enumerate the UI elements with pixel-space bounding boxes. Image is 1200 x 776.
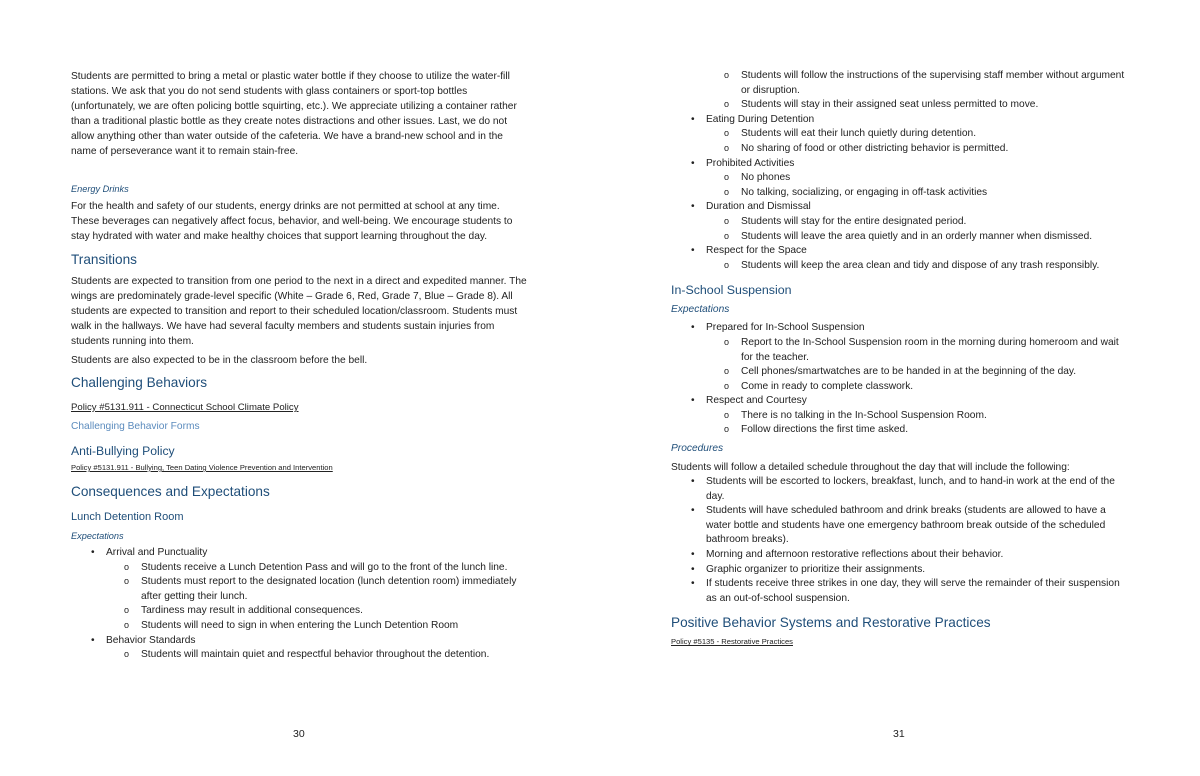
list-item: • Morning and afternoon restorative reflections about their behavior. <box>671 548 1131 563</box>
transitions-bell-paragraph: Students are also expected to be in the classroom before the bell. <box>71 355 368 366</box>
energy-drinks-paragraph: For the health and safety of our students, energy drinks are not permitted at school at any time. These beverages can negatively affect focus, behavior, and well-being. We encourage students to stay hydrated with water and make healthy choices that support learning throughout the day. <box>71 201 513 242</box>
left-column <box>71 69 529 663</box>
consequences-heading: Consequences and Expectations <box>71 484 270 499</box>
page-31 <box>600 0 1200 776</box>
list-item: o Students will stay for the entire designated period. <box>671 215 1131 230</box>
water-bottle-paragraph: Students are permitted to bring a metal or plastic water bottle if they choose to utilize the water-fill stations. We ask that you do not send students with glass containers or sport-top bottles (unfortunately, we are often policing bottle squirting, etc.). We appreciate utilizing a container rather than a traditional plastic bottle as they create notes distractions and other issues. Last, we do not allow anything other than water outside of the cafeteria. We have a brand-new school and in the name of perseverance want it to remain stain-free. <box>71 71 517 157</box>
anti-bullying-heading: Anti-Bullying Policy <box>71 444 175 458</box>
list-item: • If students receive three strikes in one day, they will serve the remainder of their suspension as an out-of-school suspension. <box>671 577 1131 606</box>
list-item: • Arrival and Punctuality <box>71 546 529 561</box>
list-item: • Eating During Detention <box>671 113 1131 128</box>
iss-expectations-label: Expectations <box>671 304 730 316</box>
page-number: 31 <box>893 728 905 740</box>
procedures-label: Procedures <box>671 443 724 455</box>
bullying-policy-link[interactable]: Policy #5131.911 - Bullying, Teen Dating Violence Prevention and Intervention <box>71 463 333 472</box>
list-item: • Prohibited Activities <box>671 157 1131 172</box>
list-item: • Students will be escorted to lockers, breakfast, lunch, and to hand-in work at the end of the day. <box>671 475 1131 504</box>
climate-policy-link[interactable]: Policy #5131.911 - Connecticut School Climate Policy <box>71 402 299 413</box>
list-item: o Follow directions the first time asked. <box>671 423 1131 438</box>
procedures-list <box>671 475 1131 606</box>
list-item: o Students will need to sign in when entering the Lunch Detention Room <box>71 619 529 634</box>
positive-behavior-heading: Positive Behavior Systems and Restorative Practices <box>671 615 991 631</box>
list-item: • Behavior Standards <box>71 634 529 649</box>
list-item: • Students will have scheduled bathroom and drink breaks (students are allowed to have a water bottle and students have one emergency bathroom break outside of the scheduled bathroom breaks). <box>671 504 1131 548</box>
lunch-detention-list <box>71 546 529 663</box>
restorative-practices-link[interactable]: Policy #5135 - Restorative Practices <box>671 637 793 647</box>
list-item: o No sharing of food or other districting behavior is permitted. <box>671 142 1131 157</box>
list-item: o Students will maintain quiet and respectful behavior throughout the detention. <box>71 648 529 663</box>
list-item: o Come in ready to complete classwork. <box>671 380 1131 395</box>
list-item: o Tardiness may result in additional consequences. <box>71 604 529 619</box>
list-item: o No talking, socializing, or engaging in off-task activities <box>671 186 1131 201</box>
list-item: o Students must report to the designated location (lunch detention room) immediately after getting their lunch. <box>71 575 529 604</box>
list-item: o Students will leave the area quietly and in an orderly manner when dismissed. <box>671 230 1131 245</box>
list-item: o Students will stay in their assigned seat unless permitted to move. <box>671 98 1131 113</box>
iss-expectations-list <box>671 321 1131 438</box>
list-item: o Students will eat their lunch quietly during detention. <box>671 127 1131 142</box>
list-item: • Duration and Dismissal <box>671 200 1131 215</box>
list-item: o Cell phones/smartwatches are to be handed in at the beginning of the day. <box>671 365 1131 380</box>
list-item: o Report to the In-School Suspension room in the morning during homeroom and wait for the teacher. <box>671 336 1131 365</box>
list-item: o There is no talking in the In-School Suspension Room. <box>671 409 1131 424</box>
lunch-detention-heading: Lunch Detention Room <box>71 511 184 523</box>
in-school-suspension-heading: In-School Suspension <box>671 283 792 298</box>
list-item: • Respect and Courtesy <box>671 394 1131 409</box>
energy-drinks-heading: Energy Drinks <box>71 184 129 194</box>
challenging-behaviors-heading: Challenging Behaviors <box>71 375 208 390</box>
list-item: o No phones <box>671 171 1131 186</box>
list-item: o Students will follow the instructions of the supervising staff member without argument or disruption. <box>671 69 1131 98</box>
page-number: 30 <box>293 728 305 740</box>
list-item: o Students will keep the area clean and tidy and dispose of any trash responsibly. <box>671 259 1131 274</box>
lunch-detention-list-continued <box>671 69 1131 273</box>
transitions-paragraph: Students are expected to transition from one period to the next in a direct and expedited manner. The wings are predominately grade-level specific (White – Grade 6, Red, Grade 7, Blue – Grade 8). All students are expected to transition and report to their scheduled location/classroom. Students must walk in the hallways. We have had several faculty members and students sustain injuries from students running into them. <box>71 276 527 347</box>
procedures-intro: Students will follow a detailed schedule throughout the day that will include the following: <box>671 462 1070 474</box>
challenging-behavior-forms-link[interactable]: Challenging Behavior Forms <box>71 421 200 432</box>
list-item: • Respect for the Space <box>671 244 1131 259</box>
lunch-expectations-label: Expectations <box>71 531 124 541</box>
right-column <box>671 69 1131 648</box>
list-item: o Students receive a Lunch Detention Pass and will go to the front of the lunch line. <box>71 561 529 576</box>
list-item: • Graphic organizer to prioritize their assignments. <box>671 563 1131 578</box>
transitions-heading: Transitions <box>71 252 137 267</box>
list-item: • Prepared for In-School Suspension <box>671 321 1131 336</box>
